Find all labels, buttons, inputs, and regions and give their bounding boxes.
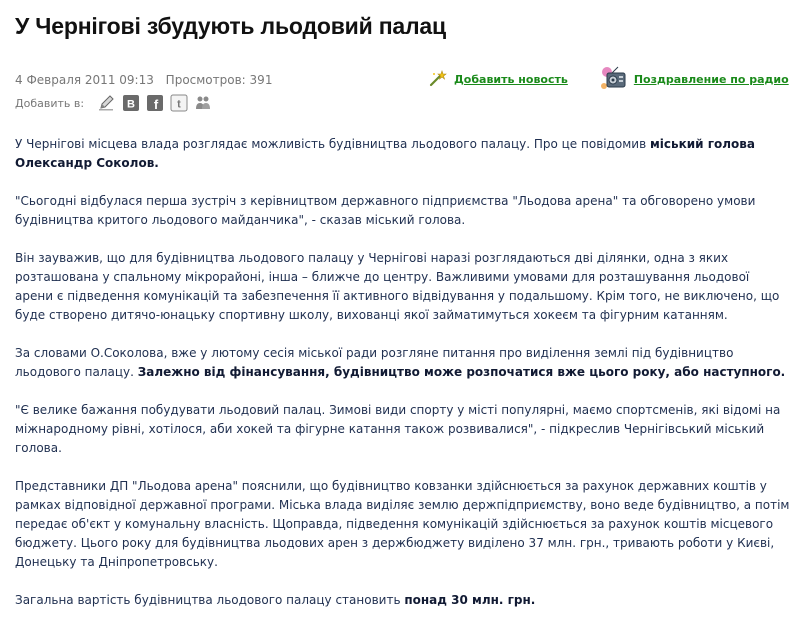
vkontakte-icon[interactable] — [122, 94, 140, 112]
views-label: Просмотров: — [165, 73, 246, 87]
paragraph-bold-text: понад 30 млн. грн. — [404, 593, 536, 607]
share-label: Добавить в: — [15, 96, 85, 110]
article-paragraph — [15, 591, 790, 610]
article-actions — [428, 64, 789, 94]
magic-wand-icon — [428, 70, 448, 88]
paragraph-text: "Сьогодні відбулася перша зустріч з керівництвом державного підприємства "Льодова арена" та обговорено умови будівництва критого льодового майданчика", - сказав міський голова. — [15, 194, 756, 227]
paragraph-text: За словами О.Соколова, вже у лютому сесія міської ради розгляне питання про виділення землі під будівництво льодового палацу. — [15, 346, 734, 379]
article-body — [15, 135, 790, 629]
paragraph-text: Загальна вартість будівництва льодового палацу становить — [15, 593, 405, 607]
facebook-icon[interactable] — [146, 94, 164, 112]
svg-text:t: t — [177, 98, 181, 111]
add-news-button[interactable] — [428, 70, 568, 88]
paragraph-text: Він зауважив, що для будівництва льодового палацу у Чернігові наразі розглядаються дві ділянки, одна з яких розташована у спальному мікрорайоні, інша – ближче до центру. Важливими умовами для розташування льодової арени є підведення комунікацій та забезпечення її активного відвідування у подальшому. Крім того, не виключено, що буде створено дитячо-юнацьку спортивну школу, вихованці якої займатимуться хокеєм та фігурним катанням. — [15, 251, 780, 322]
svg-text:B: B — [127, 98, 136, 111]
paragraph-text: "Є велике бажання побудувати льодовий палац. Зимові види спорту у місті популярні, маємо спортсменів, які відомі на міжнародному рівні, хотілося, аби хокей та фігурне катання також розвивалися", - підкреслив Чернігівський міський голова. — [15, 403, 781, 455]
radio-icon — [598, 64, 628, 94]
views-count: 391 — [249, 73, 273, 87]
radio-greeting-button[interactable] — [598, 64, 789, 94]
paragraph-bold-text: міський голова Олександр Соколов. — [15, 137, 755, 170]
article-paragraph — [15, 135, 790, 173]
paragraph-text: Представники ДП "Льодова арена" пояснили, що будівництво ковзанки здійснюється за рахунок державних коштів у рамках відповідної державної програми. Міська влада виділяє землю держпідприємству, воно веде будівництво, а потім передає об'єкт у комунальну власність. Щоправда, підведення комунікацій здійснюється за рахунок коштів місцевого бюджету. Цього року для будівництва льодових арен з держбюджету виділено 37 млн. грн., тривають роботи у Києві, Донецьку та Дніпропетровську. — [15, 479, 790, 569]
people-icon[interactable] — [194, 94, 212, 112]
article-paragraph — [15, 477, 790, 572]
svg-text:f: f — [153, 97, 159, 112]
publish-date: 4 Февраля 2011 09:13 — [15, 73, 154, 87]
article-paragraph — [15, 192, 790, 230]
paragraph-bold-text: Залежно від фінансування, будівництво може розпочатися вже цього року, або наступного. — [137, 365, 786, 379]
paragraph-text: У Чернігові місцева влада розглядає можливість будівництва льодового палацу. Про це повідомив — [15, 137, 650, 151]
twitter-icon[interactable] — [170, 94, 188, 112]
article-paragraph — [15, 401, 790, 458]
page-title: У Чернігові збудують льодовий палац — [15, 13, 446, 39]
add-news-link[interactable]: Добавить новость — [454, 72, 568, 86]
share-icons — [98, 94, 218, 112]
article-meta — [15, 73, 272, 87]
radio-greeting-link[interactable]: Поздравление по радио — [633, 72, 789, 86]
share-bar — [15, 92, 218, 114]
pencil-icon[interactable] — [98, 94, 116, 112]
article-paragraph — [15, 249, 790, 325]
article-paragraph — [15, 344, 790, 382]
